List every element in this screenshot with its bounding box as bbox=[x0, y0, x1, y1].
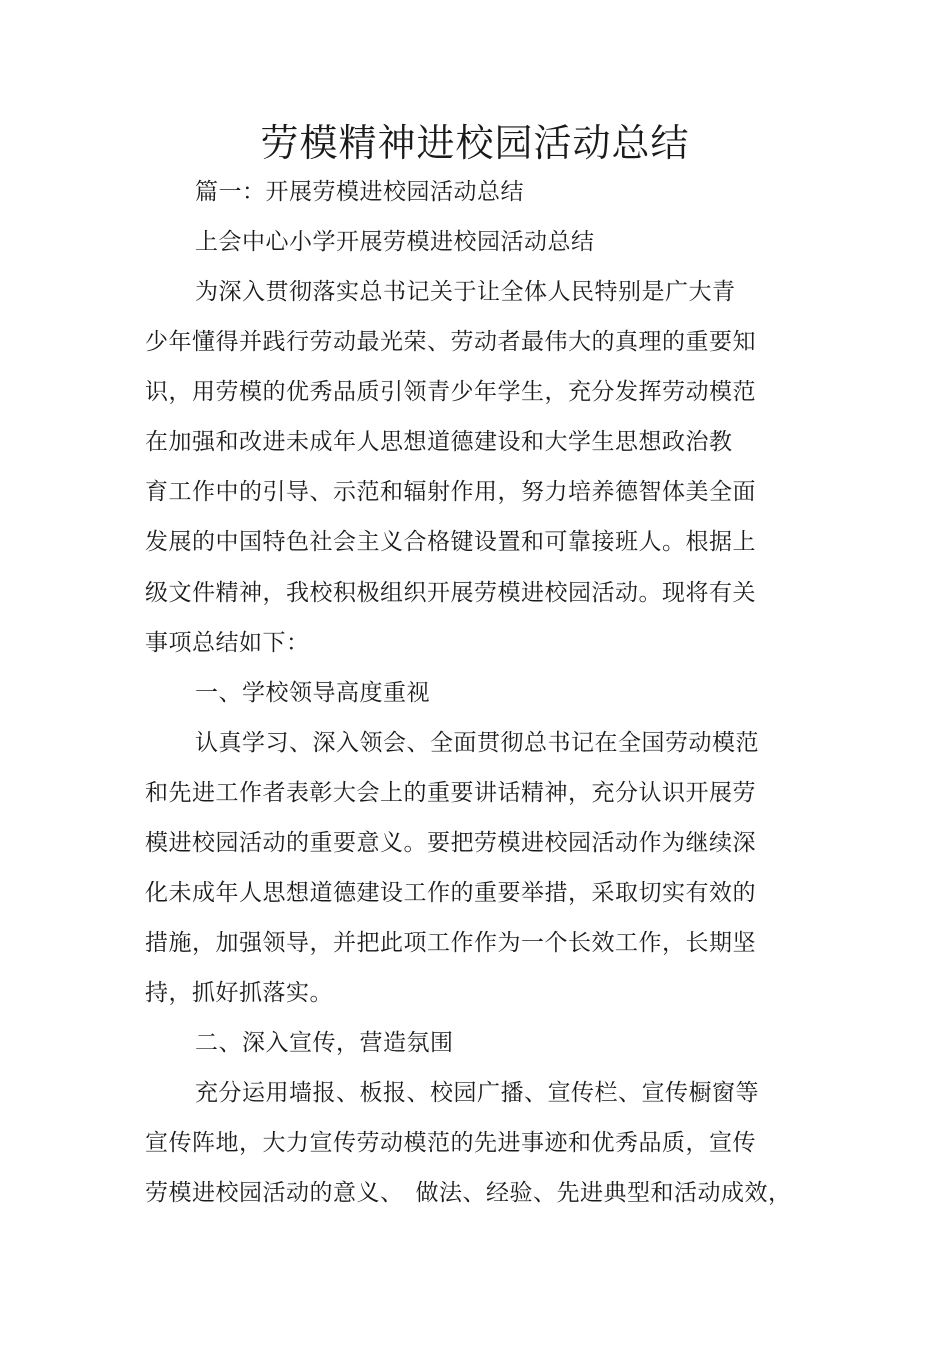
paragraph-line: 认真学习、深入领会、全面贯彻总书记在全国劳动模范 bbox=[195, 730, 759, 756]
paragraph-line: 事项总结如下： bbox=[145, 630, 310, 656]
paragraph-line: 劳模进校园活动的意义、 做法、经验、先进典型和活动成效， bbox=[145, 1180, 792, 1206]
paragraph-line: 级文件精神，我校积极组织开展劳模进校园活动。现将有关 bbox=[145, 580, 756, 606]
paragraph-line: 化未成年人思想道德建设工作的重要举措，采取切实有效的 bbox=[145, 880, 756, 906]
section-heading: 二、深入宣传，营造氛围 bbox=[195, 1030, 454, 1056]
paragraph-line: 持，抓好抓落实。 bbox=[145, 980, 333, 1006]
paragraph-line: 为深入贯彻落实总书记关于让全体人民特别是广大青 bbox=[195, 279, 736, 305]
paragraph-line: 发展的中国特色社会主义合格键设置和可靠接班人。根据上 bbox=[145, 529, 756, 555]
paragraph-line: 在加强和改进未成年人思想道德建设和大学生思想政治教 bbox=[145, 429, 733, 455]
paragraph-line: 和先进工作者表彰大会上的重要讲话精神，充分认识开展劳 bbox=[145, 780, 756, 806]
subtitle-line: 上会中心小学开展劳模进校园活动总结 bbox=[195, 229, 595, 255]
paragraph-line: 少年懂得并践行劳动最光荣、劳动者最伟大的真理的重要知 bbox=[145, 329, 756, 355]
paragraph-line: 充分运用墙报、板报、校园广播、宣传栏、宣传橱窗等 bbox=[195, 1080, 759, 1106]
paragraph-line: 模进校园活动的重要意义。要把劳模进校园活动作为继续深 bbox=[145, 830, 756, 856]
paragraph-line: 育工作中的引导、示范和辐射作用，努力培养德智体美全面 bbox=[145, 479, 756, 505]
document-title: 劳模精神进校园活动总结 bbox=[260, 121, 690, 165]
section-heading: 一、学校领导高度重视 bbox=[195, 680, 430, 706]
paragraph-line: 宣传阵地，大力宣传劳动模范的先进事迹和优秀品质，宣传 bbox=[145, 1130, 756, 1156]
paragraph-line: 识，用劳模的优秀品质引领青少年学生，充分发挥劳动模范 bbox=[145, 379, 756, 405]
paragraph-line: 措施，加强领导，并把此项工作作为一个长效工作，长期坚 bbox=[145, 930, 756, 956]
section-heading: 篇一：开展劳模进校园活动总结 bbox=[195, 179, 524, 205]
